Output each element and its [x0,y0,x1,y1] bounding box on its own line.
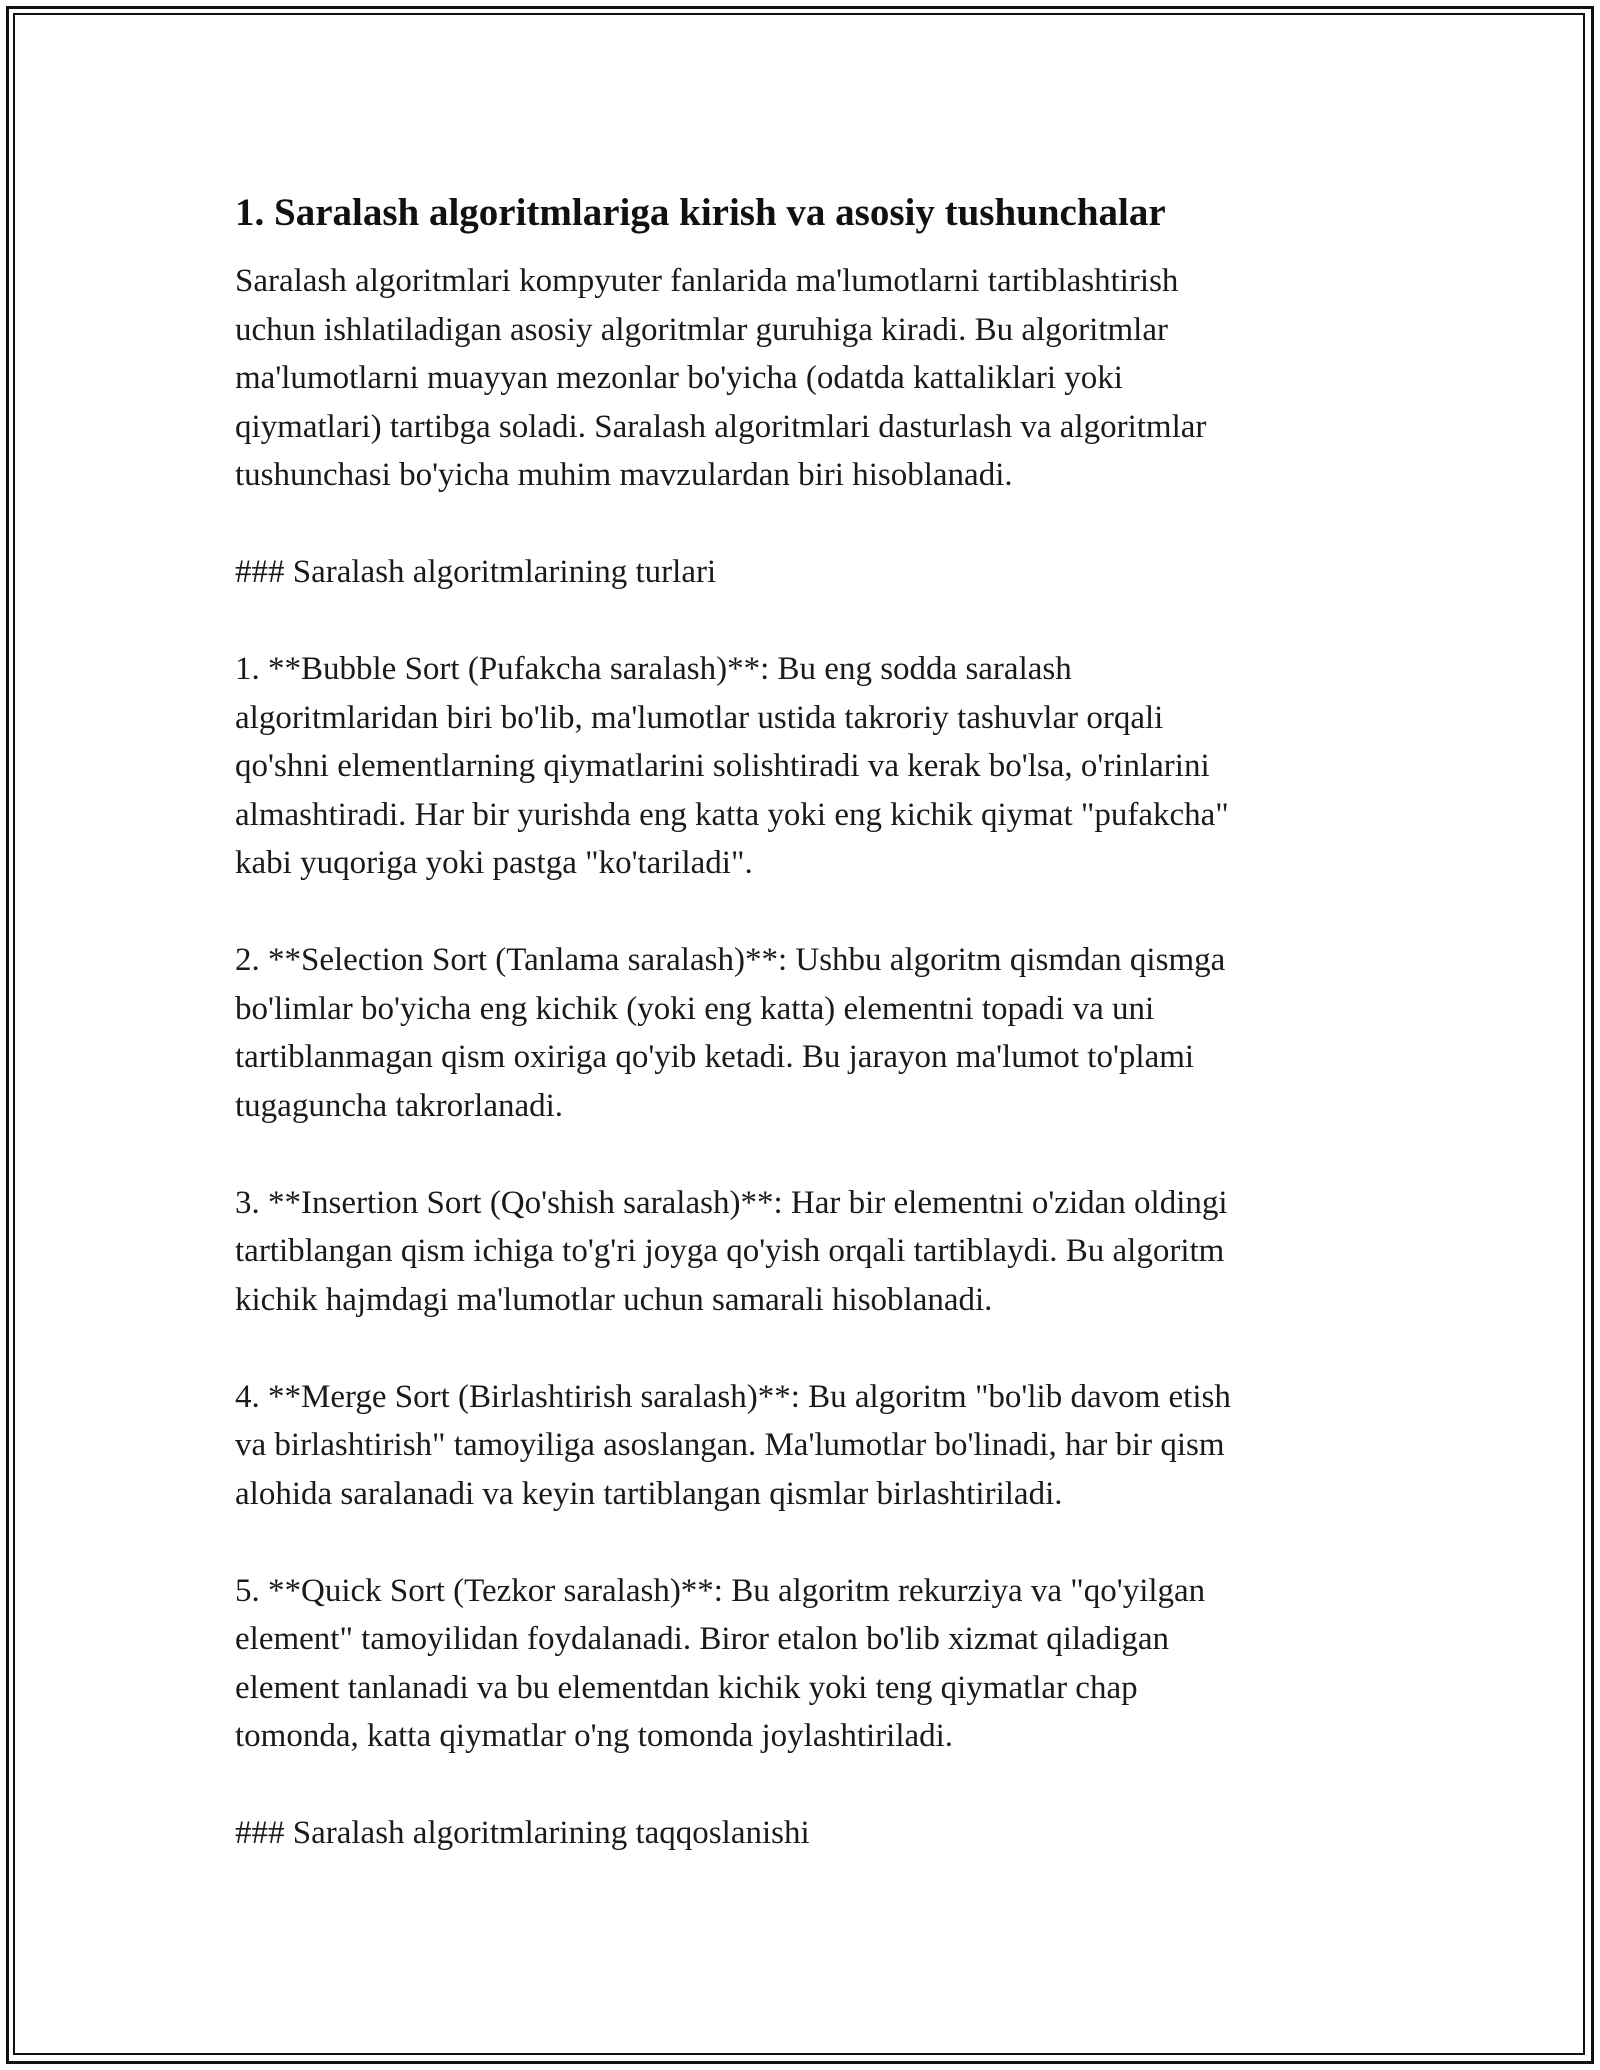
list-item-insertion-sort: 3. **Insertion Sort (Qo'shish saralash)**: Har bir elementni o'zidan oldingi tartiblangan qism ichiga to'g'ri joyga qo'yish orqali tartiblaydi. Bu algoritm kichik hajmdagi ma'lumotlar uchun samarali hisoblanadi. [235,1184,1228,1318]
intro-paragraph: Saralash algoritmlari kompyuter fanlarida ma'lumotlarni tartiblashtirish uchun ishlatiladigan asosiy algoritmlar guruhiga kiradi. Bu algoritmlar ma'lumotlarni muayyan mezonlar bo'yicha (odatda kattaliklari yoki qiymatlari) tartibga soladi. Saralash algoritmlari dasturlash va algoritmlar tushunchasi bo'yicha muhim mavzulardan biri hisoblanadi. [235,263,1207,493]
section-heading-types: ### Saralash algoritmlarining turlari [235,554,717,590]
section-heading-comparison: ### Saralash algoritmlarining taqqoslanishi [235,1815,810,1851]
list-item-selection-sort: 2. **Selection Sort (Tanlama saralash)**: Ushbu algoritm qismdan qismga bo'limlar bo'yicha eng kichik (yoki eng katta) elementni topadi va uni tartiblanmagan qism oxiriga qo'yib ketadi. Bu jarayon ma'lumot to'plami tugaguncha takrorlanadi. [235,942,1226,1124]
list-item-quick-sort: 5. **Quick Sort (Tezkor saralash)**: Bu algoritm rekurziya va "qo'yilgan element" tamoyilidan foydalanadi. Biror etalon bo'lib xizmat qiladigan element tanlanadi va bu elementdan kichik yoki teng qiymatlar chap tomonda, katta qiymatlar o'ng tomonda joylashtiriladi. [235,1572,1206,1754]
document-title: 1. Saralash algoritmlariga kirish va asosiy tushunchalar [235,191,1166,234]
list-item-merge-sort: 4. **Merge Sort (Birlashtirish saralash)**: Bu algoritm "bo'lib davom etish va birlashtirish" tamoyiliga asoslangan. Ma'lumotlar bo'linadi, har bir qism alohida saralanadi va keyin tartiblangan qismlar birlashtiriladi. [235,1378,1231,1512]
list-item-bubble-sort: 1. **Bubble Sort (Pufakcha saralash)**: Bu eng sodda saralash algoritmlaridan biri bo'lib, ma'lumotlar ustida takroriy tashuvlar orqali qo'shni elementlarning qiymatlarini solishtiradi va kerak bo'lsa, o'rinlarini almashtiradi. Har bir yurishda eng katta yoki eng kichik qiymat "pufakcha" kabi yuqoriga yoki pastga "ko'tariladi". [235,651,1229,881]
document-body [235,185,1365,1858]
